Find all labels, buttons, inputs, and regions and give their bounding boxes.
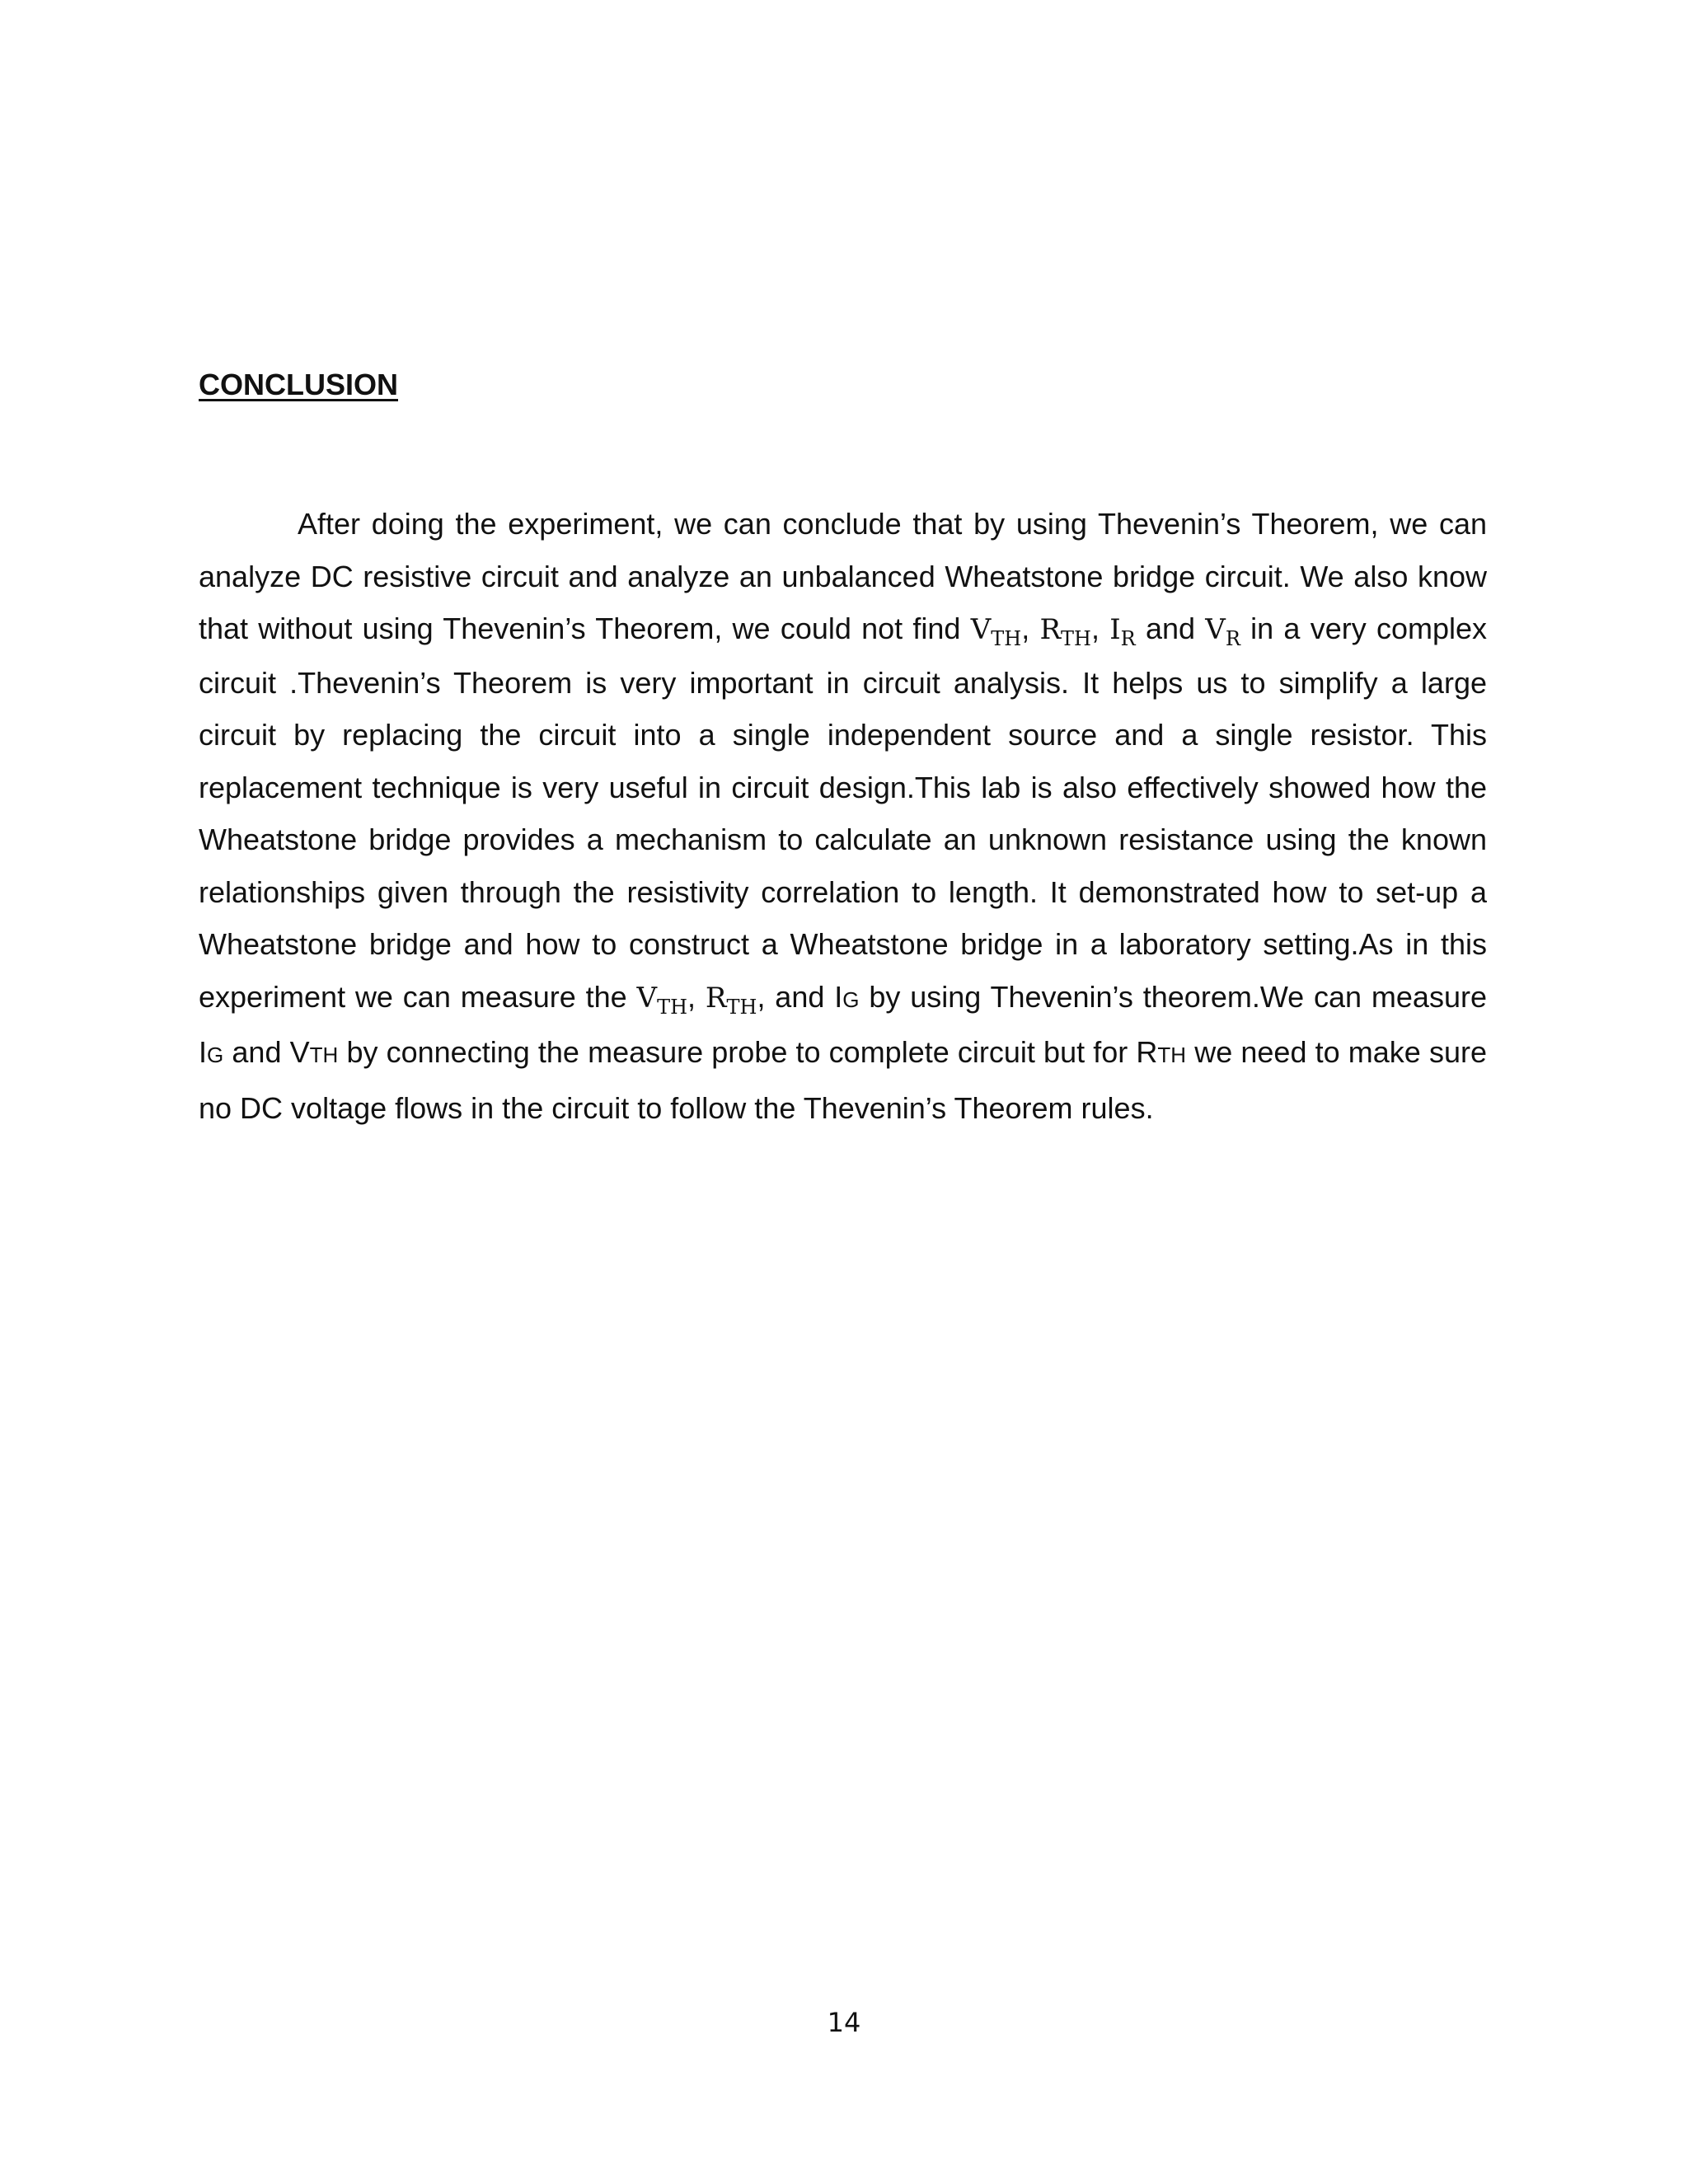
page-number: 14 [827,2007,861,2038]
math-r-th: $R_{TH}$ [1039,613,1091,650]
math-v-th: $V_{TH}$ [636,981,688,1019]
text-segment: we need to make sure no DC voltage flows in the circuit to follow the Thevenin’s Theorem rules. [199,1035,1487,1125]
math-v-r: $V_R$ [1205,613,1240,650]
math-i-r: $I_R$ [1109,613,1136,650]
section-heading: CONCLUSION [199,368,398,401]
text-segment: by using Thevenin’s theorem.We can measure [859,979,1487,1014]
math-v-th: $V_{TH}$ [970,613,1022,650]
conclusion-paragraph: After doing the experiment, we can conclude that by using Thevenin’s Theorem, we can analyze DC resistive circuit and analyze an unbalanced Wheatstone bridge circuit. We also know that without using Thevenin’s Theorem, we could not find $V_{TH}$, $R_{TH}$, $I_R$ and $V_R$ in a very complex circuit .Thevenin’s Theorem is very important in circuit analysis. It helps us to simplify a large circuit by replacing the circuit into a single independent source and a single resistor. This replacement technique is very useful in circuit design.This lab is also effectively showed how the Wheatstone bridge provides a mechanism to calculate an unknown resistance using the known relationships given through the resistivity correlation to length. It demonstrated how to set-up a Wheatstone bridge and how to construct a Wheatstone bridge in a laboratory setting.As in this experiment we can measure the $V_{TH}$, $R_{TH}$, and IG by using Thevenin’s theorem.We can measure IG and VTH by connecting the measure probe to complete circuit but for RTH we need to make sure no DC voltage flows in the circuit to follow the Thevenin’s Theorem rules. [199,507,1487,1125]
text-segment: , and [757,979,835,1014]
symbol-v-th: VTH [289,1035,339,1069]
text-segment: in a very complex circuit .Thevenin’s Theorem is very important in circuit analysis. It helps us to simplify a large circuit by replacing the circuit into a single independent source and a single resistor. This replacement technique is very useful in circuit design.This lab is also effectively showed how the Wheatstone bridge provides a mechanism to calculate an unknown resistance using the known relationships given through the resistivity correlation to length. It demonstrated how to set-up a Wheatstone bridge and how to construct a Wheatstone bridge in a laboratory setting.As in this experiment we can measure the [199,612,1487,1014]
text-segment: After doing the experiment, we can conclude that by using Thevenin’s Theorem, we can analyze DC resistive circuit and analyze an unbalanced Wheatstone bridge circuit. We also know that without using Thevenin’s Theorem, we could not find [199,507,1487,645]
symbol-i-g: IG [199,1035,224,1069]
symbol-i-g: IG [834,979,860,1014]
math-r-th: $R_{TH}$ [705,981,757,1019]
text-segment: by connecting the measure probe to complete circuit but for [338,1035,1137,1069]
symbol-r-th: RTH [1136,1035,1187,1069]
